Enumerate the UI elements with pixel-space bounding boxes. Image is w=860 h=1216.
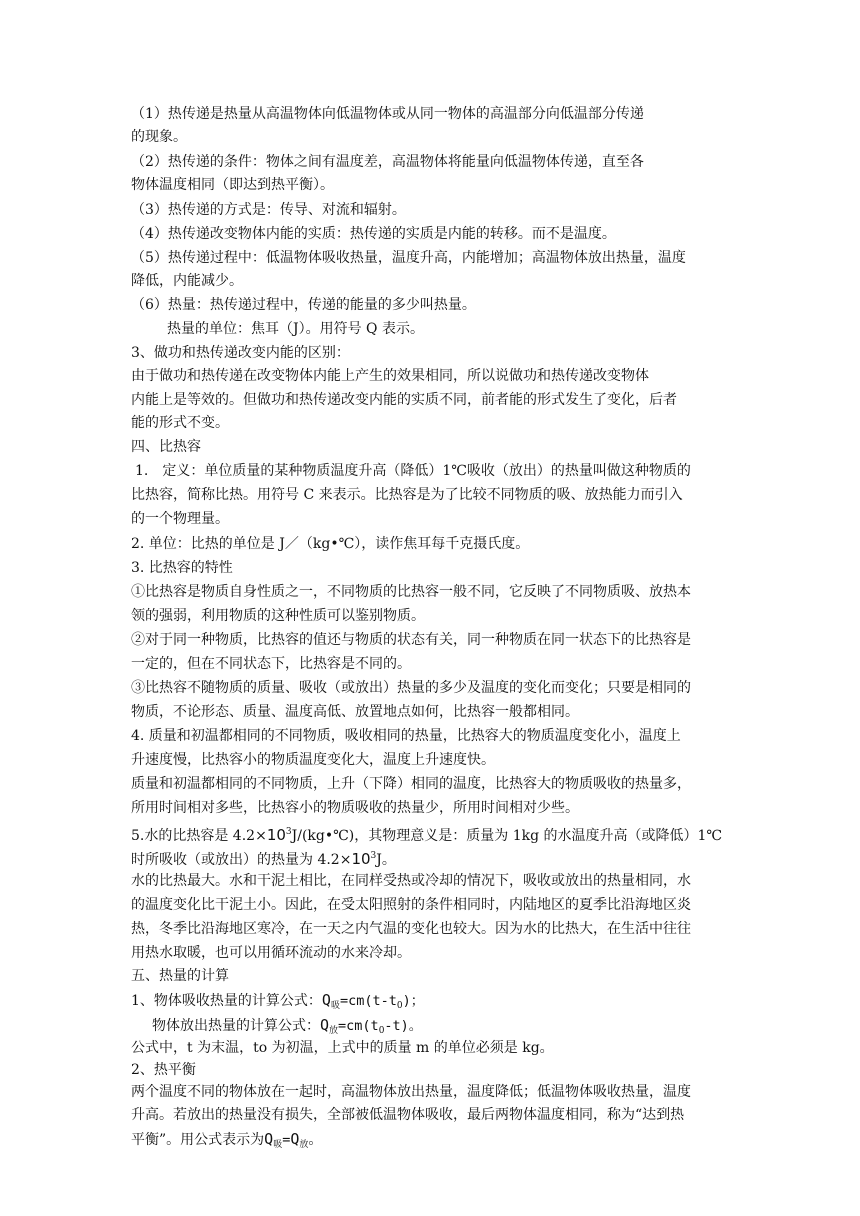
subscript: 放 [299,1140,309,1150]
text-line: ③比热容不随物质的质量、吸收（或放出）热量的多少及温度的变化而变化；只要是相同的 [131,680,691,696]
text-fragment: 平衡”。用公式表示为 [131,1132,265,1148]
text-line: 两个温度不同的物体放在一起时，高温物体放出热量，温度降低；低温物体吸收热量，温度 [131,1084,691,1100]
text-fragment: Q [321,991,331,1009]
text-line: 比热容，简称比热。用符号 C 来表示。比热容是为了比较不同物质的吸、放热能力而引入 [131,487,683,503]
text-line: 热，冬季比沿海地区寒冷，在一天之内气温的变化也较大。因为水的比热大，在生活中往往 [131,921,691,937]
text-fragment: 物体放出热量的计算公式： [152,1018,320,1034]
text-fragment: =cm(t-t [339,993,397,1009]
water-specific-heat-line-1 [131,822,722,846]
superscript: 3 [285,827,292,837]
text-fragment: 10 [351,850,371,868]
subscript: 放 [329,1026,339,1036]
text-fragment: Q [320,1016,330,1034]
text-line: ①比热容是物质自身性质之一，不同物质的比热容一般不同，它反映了不同物质吸、放热本 [131,584,691,600]
section-heading: 四、比热容 [131,439,201,455]
text-line: 的现象。 [131,129,187,145]
text-line: （3）热传递的方式是：传导、对流和辐射。 [131,202,406,218]
text-fragment: 1、物体吸收热量的计算公式： [131,993,322,1009]
text-line: 的一个物理量。 [131,511,229,527]
absorb-formula-line [131,990,424,1016]
text-fragment: Q [264,1130,274,1148]
text-line: 2. 单位：比热的单位是 J／（kg•℃），读作焦耳每千克摄氏度。 [131,536,530,552]
text-fragment: = [282,1132,291,1148]
text-line: （6）热量：热传递过程中，传递的能量的多少叫热量。 [131,297,476,313]
text-line: （1）热传递是热量从高温物体向低温物体或从同一物体的高温部分向低温部分传递 [131,106,644,122]
text-fragment: J/(kg•℃)，其物理意义是：质量为 1kg 的水温度升高（或降低）1℃ [291,828,723,844]
text-fragment: 。 [308,1132,323,1148]
text-line: 一定的，但在不同状态下，比热容是不同的。 [131,656,411,672]
text-fragment: J。 [376,852,396,868]
text-line: 水的比热最大。水和干泥土相比，在同样受热或冷却的情况下，吸收或放出的热量相同，水 [131,873,691,889]
text-line: 1. 定义：单位质量的某种物质温度升高（降低）1℃吸收（放出）的热量叫做这种物质的 [135,463,691,479]
text-line: 物质，不论形态、质量、温度高低、放置地点如何，比热容一般都相同。 [131,704,579,720]
text-line: 由于做功和热传递在改变物体内能上产生的效果相同，所以说做功和热传递改变物体 [131,368,649,384]
subscript: 0 [396,1001,403,1011]
subscript: 吸 [273,1140,283,1150]
section-heading: 3、做功和热传递改变内能的区别： [131,345,350,361]
text-line: ②对于同一种物质，比热容的值还与物质的状态有关，同一种物质在同一状态下的比热容是 [131,632,691,648]
text-line: 3. 比热容的特性 [131,560,233,576]
water-specific-heat-line-2 [131,846,396,870]
text-line: （2）热传递的条件：物体之间有温度差，高温物体将能量向低温物体传递，直至各 [131,154,644,170]
text-fragment: 时所吸收（或放出）的热量为 4.2× [131,852,352,868]
section-heading: 五、热量的计算 [131,968,229,984]
text-fragment: =cm(t [338,1018,379,1034]
text-fragment: Q [290,1130,300,1148]
text-line: 升高。若放出的热量没有损失，全部被低温物体吸收，最后两物体温度相同，称为“达到热 [131,1107,685,1123]
subscript: 吸 [330,1001,340,1011]
subscript: 0 [378,1026,385,1036]
text-fragment: )； [402,993,425,1009]
text-line: （4）热传递改变物体内能的实质：热传递的实质是内能的转移。而不是温度。 [131,226,616,242]
superscript: 3 [370,851,377,861]
text-line: 所用时间相对多些，比热容小的物质吸收的热量少，所用时间相对少些。 [131,800,579,816]
text-line: 能的形式不变。 [131,415,229,431]
text-fragment: 10 [266,826,286,844]
text-line: 4. 质量和初温都相同的不同物质，吸收相同的热量，比热容大的物质温度变化小，温度上 [131,728,681,744]
text-line: 热量的单位：焦耳（J）。用符号 Q 表示。 [167,321,424,337]
text-line: 物体温度相同（即达到热平衡）。 [131,177,334,193]
text-fragment: -t)。 [384,1018,423,1034]
text-line: 质量和初温都相同的不同物质，上升（下降）相同的温度，比热容大的物质吸收的热量多， [131,776,691,792]
text-line: 升速度慢，比热容小的物质温度变化大，温度上升速度快。 [131,752,495,768]
formula-note: 公式中，t 为末温，to 为初温，上式中的质量 m 的单位必须是 kg。 [131,1040,554,1056]
balance-formula-line [131,1129,322,1155]
text-line: 用热水取暖，也可以用循环流动的水来冷却。 [131,945,411,961]
text-fragment: 5.水的比热容是 4.2× [131,828,267,844]
text-line: 领的强弱，利用物质的这种性质可以鉴别物质。 [131,608,425,624]
text-line: 降低，内能减少。 [131,273,243,289]
text-line: （5）热传递过程中：低温物体吸收热量，温度升高，内能增加；高温物体放出热量，温度 [131,250,686,266]
text-line: 的温度变化比干泥土小。因此，在受太阳照射的条件相同时，内陆地区的夏季比沿海地区炎 [131,897,691,913]
section-heading: 2、热平衡 [131,1062,196,1078]
text-line: 内能上是等效的。但做功和热传递改变内能的实质不同，前者能的形式发生了变化，后者 [131,392,677,408]
